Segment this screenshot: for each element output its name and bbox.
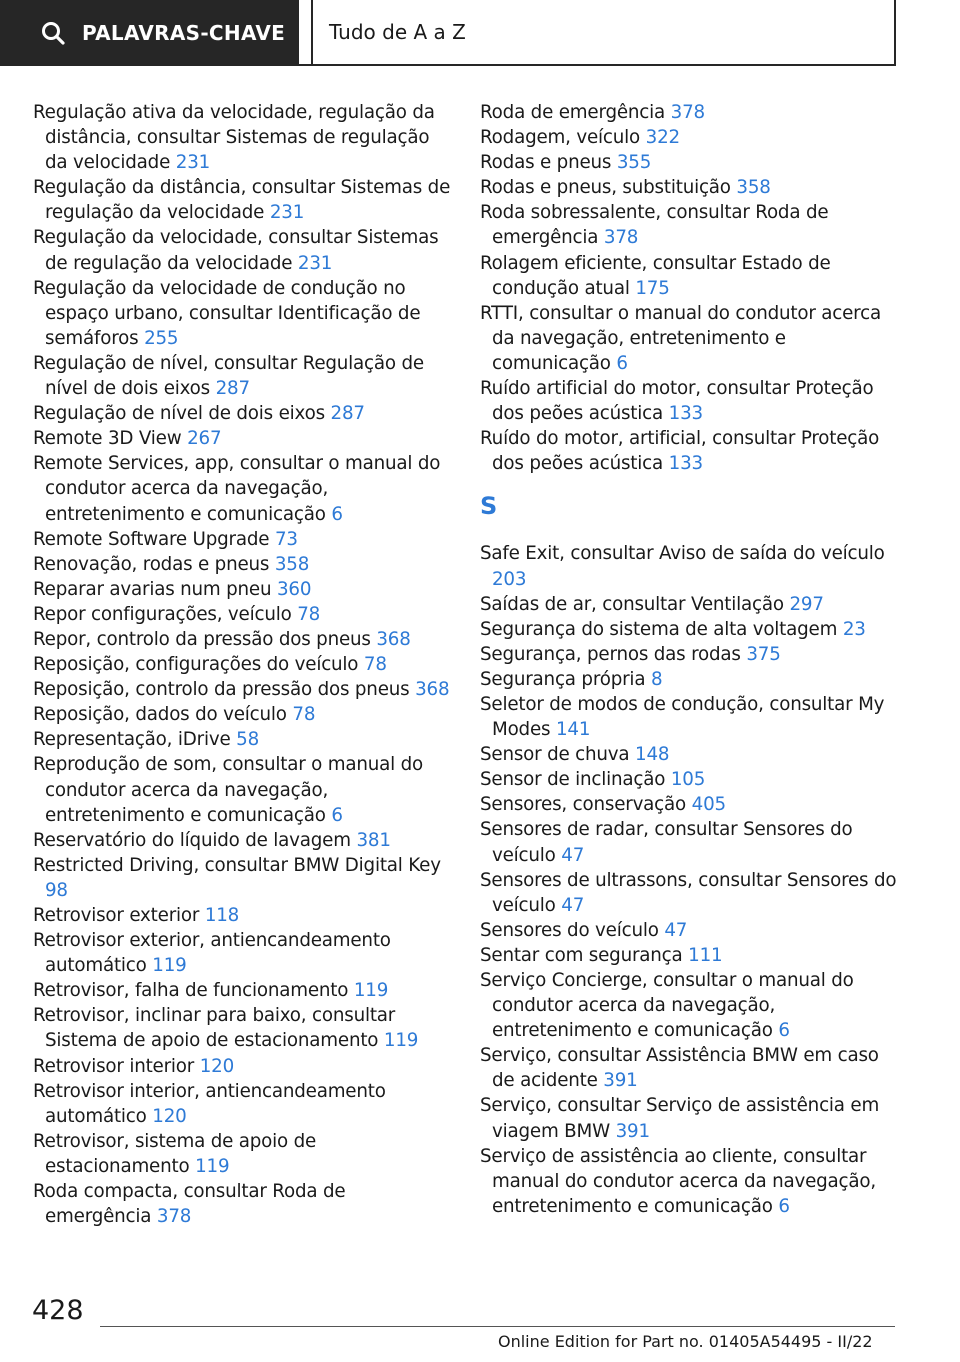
index-entry-text: Rolagem eficiente, consultar Estado de condução atual (480, 252, 831, 299)
index-entry-text: Sensor de chuva (480, 744, 630, 766)
index-entry-text: Retrovisor interior, antiencandeamento automático (33, 1080, 386, 1127)
index-entry (33, 1179, 451, 1229)
index-entry-text: Retrovisor, sistema de apoio de estacionamento (33, 1130, 317, 1177)
index-entry-text: Retrovisor exterior (33, 905, 200, 926)
index-entry-text: Sensor de inclinação (480, 769, 666, 791)
index-entry-text: Segurança, pernos das rodas (480, 643, 741, 665)
page-reference-link[interactable]: 111 (688, 944, 723, 966)
index-entry-text: Retrovisor interior (33, 1055, 195, 1077)
page-reference-link[interactable]: 358 (274, 553, 310, 575)
index-entry (480, 541, 900, 591)
page-reference-link[interactable]: 23 (842, 618, 866, 640)
page-reference-link[interactable]: 391 (603, 1070, 638, 1092)
page-reference-link[interactable]: 98 (45, 879, 68, 901)
index-entry-text: Sensores, conservação (480, 794, 687, 816)
a-to-z-tab-label: Tudo de A a Z (329, 20, 466, 44)
page-reference-link[interactable]: 78 (292, 704, 316, 726)
index-entry (33, 175, 451, 225)
page-reference-link[interactable]: 6 (778, 1195, 790, 1217)
page-reference-link[interactable]: 322 (645, 127, 680, 149)
index-entry-text: Reposição, dados do veículo (33, 704, 287, 726)
index-column-left (33, 100, 451, 1229)
index-entry-text: Remote 3D View (33, 428, 182, 450)
page-reference-link[interactable]: 255 (144, 327, 179, 349)
page-reference-link[interactable]: 47 (561, 894, 585, 916)
a-to-z-tab[interactable] (311, 0, 896, 66)
page-reference-link[interactable]: 378 (603, 227, 639, 249)
index-entry (480, 150, 900, 175)
page-reference-link[interactable]: 47 (664, 919, 688, 941)
index-entry-text: Safe Exit, consultar Aviso de saída do veículo (480, 543, 885, 565)
index-entry-text: Regulação de nível de dois eixos (33, 403, 325, 425)
index-entry-text: Ruído artificial do motor, consultar Proteção dos peões acústica (480, 378, 874, 425)
index-entry (480, 175, 900, 200)
index-entry-text: Restricted Driving, consultar BMW Digital Key (33, 854, 441, 876)
index-entry-text: Serviço Concierge, consultar o manual do condutor acerca da navegação, entretenimento e comunicação (480, 970, 854, 1042)
index-entry (33, 627, 451, 652)
index-entry (33, 1003, 451, 1053)
index-entry (480, 1093, 900, 1143)
page-reference-link[interactable]: 73 (274, 528, 298, 550)
index-entry-text: Rodas e pneus, substituição (480, 177, 731, 199)
page-reference-link[interactable]: 368 (376, 628, 411, 650)
index-entry-text: Remote Software Upgrade (33, 528, 270, 550)
page-reference-link[interactable]: 360 (276, 578, 312, 600)
index-group-s (480, 541, 900, 1219)
page-reference-link[interactable]: 231 (297, 252, 333, 274)
index-entry (480, 426, 900, 476)
index-entry (33, 552, 451, 577)
index-entry (480, 968, 900, 1043)
index-entry (33, 1079, 451, 1129)
index-entry-text: Seletor de modos de condução, consultar My Modes (480, 693, 885, 741)
index-entry-text: Retrovisor exterior, antiencandeamento automático (33, 930, 391, 977)
header-bar (0, 0, 960, 66)
index-entry-text: Representação, iDrive (33, 729, 231, 751)
page-reference-link[interactable]: 381 (356, 829, 391, 851)
page-reference-link[interactable]: 119 (383, 1030, 419, 1052)
section-letter-s: S (480, 492, 498, 521)
page-reference-link[interactable]: 287 (330, 403, 365, 425)
index-entry-text: Rodagem, veículo (480, 127, 641, 149)
index-entry (480, 767, 900, 792)
index-entry-text: Regulação ativa da velocidade, regulação da distância, consultar Sistemas de regulação da velocidade (33, 102, 435, 174)
page-reference-link[interactable]: 119 (353, 980, 389, 1002)
page-reference-link[interactable]: 378 (156, 1206, 192, 1228)
index-entry (33, 702, 451, 727)
index-entry (480, 1043, 900, 1093)
page-reference-link[interactable]: 287 (215, 378, 250, 400)
footer-divider (100, 1326, 895, 1327)
index-entry (33, 1129, 451, 1179)
page-reference-link[interactable]: 368 (415, 679, 450, 701)
index-column-right (480, 100, 900, 1219)
index-entry (33, 853, 451, 903)
index-entry-text: Reposição, configurações do veículo (33, 654, 359, 676)
index-entry-text: Roda de emergência (480, 102, 666, 123)
page-reference-link[interactable]: 133 (668, 403, 703, 425)
page-reference-link[interactable]: 58 (236, 729, 260, 751)
index-entry (33, 752, 451, 827)
page-reference-link[interactable]: 231 (269, 202, 305, 224)
index-entry-text: Saídas de ar, consultar Ventilação (480, 593, 784, 615)
page-reference-link[interactable]: 267 (187, 428, 222, 450)
index-entry (33, 602, 451, 627)
index-entry (33, 577, 451, 602)
page-reference-link[interactable]: 375 (746, 643, 781, 665)
index-entry (480, 868, 900, 918)
page-reference-link[interactable]: 141 (555, 719, 591, 741)
index-entry (480, 617, 900, 642)
index-entry (33, 451, 451, 526)
index-entry-text: Regulação da velocidade de condução no espaço urbano, consultar Identificação de semáforos (33, 277, 421, 349)
index-entry-text: Renovação, rodas e pneus (33, 553, 270, 575)
index-entry (33, 677, 451, 702)
page-reference-link[interactable]: 148 (635, 744, 670, 766)
index-entry-text: Repor configurações, veículo (33, 603, 292, 625)
index-entry (480, 251, 900, 301)
page-reference-link[interactable]: 231 (175, 152, 211, 174)
index-entry (480, 592, 900, 617)
page-reference-link[interactable]: 8 (650, 668, 663, 690)
index-entry (33, 928, 451, 978)
page-reference-link[interactable]: 6 (778, 1020, 790, 1042)
index-entry (480, 792, 900, 817)
page-reference-link[interactable]: 78 (297, 603, 321, 625)
index-group-r (480, 100, 900, 476)
index-entry (480, 301, 900, 376)
index-entry-text: Serviço, consultar Assistência BMW em caso de acidente (480, 1045, 879, 1092)
index-entry (480, 200, 900, 250)
index-entry-text: Roda compacta, consultar Roda de emergência (33, 1181, 346, 1228)
index-entry-text: Regulação de nível, consultar Regulação de nível de dois eixos (33, 352, 424, 400)
index-entry (480, 642, 900, 667)
index-entry-text: Sensores de radar, consultar Sensores do veículo (480, 819, 853, 866)
index-entry (480, 918, 900, 943)
index-entry-text: Reparar avarias num pneu (33, 578, 272, 600)
index-entry-text: Ruído do motor, artificial, consultar Proteção dos peões acústica (480, 428, 880, 475)
index-entry (480, 1144, 900, 1219)
page-reference-link[interactable]: 118 (204, 905, 240, 926)
page-reference-link[interactable]: 78 (363, 654, 387, 676)
index-entry (33, 351, 451, 401)
edition-text: Online Edition for Part no. 01405A54495 - II/22 (498, 1332, 873, 1351)
index-entry (33, 828, 451, 853)
page-reference-link[interactable]: 47 (561, 844, 585, 866)
index-entry (480, 667, 900, 692)
index-entry-text: Segurança própria (480, 668, 646, 690)
page-reference-link[interactable]: 120 (199, 1055, 235, 1077)
keywords-tab-label: PALAVRAS-CHAVE (82, 21, 286, 45)
index-entry-text: Reservatório do líquido de lavagem (33, 829, 351, 851)
page-reference-link[interactable]: 133 (668, 453, 703, 475)
index-entry-text: Reprodução de som, consultar o manual do condutor acerca da navegação, entretenimento e comunicação (33, 754, 424, 826)
index-entry-text: Roda sobressalente, consultar Roda de emergência (480, 202, 829, 249)
page-reference-link[interactable]: 6 (331, 503, 343, 525)
index-entry-text: Serviço, consultar Serviço de assistência em viagem BMW (480, 1095, 880, 1142)
index-entry (33, 652, 451, 677)
index-entry (480, 125, 900, 150)
index-entry-text: RTTI, consultar o manual do condutor acerca da navegação, entretenimento e comunicação (480, 302, 881, 374)
index-entry (480, 692, 900, 742)
index-entry-text: Serviço de assistência ao cliente, consultar manual do condutor acerca da navegação, entretenimento e comunicação (480, 1145, 876, 1217)
index-entry (33, 426, 451, 451)
index-entry (480, 742, 900, 767)
page-reference-link[interactable]: 203 (492, 568, 527, 590)
keywords-tab[interactable] (0, 0, 299, 66)
index-entry-text: Repor, controlo da pressão dos pneus (33, 628, 371, 650)
page-reference-link[interactable]: 119 (195, 1155, 230, 1177)
index-entry (33, 401, 451, 426)
page-reference-link[interactable]: 6 (616, 352, 628, 374)
index-entry-text: Sensores de ultrassons, consultar Sensores do veículo (480, 869, 897, 916)
page-reference-link[interactable]: 297 (789, 593, 824, 615)
page-reference-link[interactable]: 358 (736, 177, 771, 199)
page-reference-link[interactable]: 175 (635, 277, 670, 299)
index-entry-text: Rodas e pneus (480, 152, 612, 174)
index-entry (480, 100, 900, 125)
index-entry (33, 727, 451, 752)
index-entry-text: Segurança do sistema de alta voltagem (480, 618, 838, 640)
index-entry-text: Reposição, controlo da pressão dos pneus (33, 679, 410, 701)
index-entry (33, 225, 451, 275)
index-entry-text: Regulação da distância, consultar Sistemas de regulação da velocidade (33, 177, 451, 224)
page-reference-link[interactable]: 119 (152, 955, 187, 977)
header-divider (0, 64, 311, 66)
index-entry-text: Sentar com segurança (480, 944, 683, 966)
index-entry-text: Sensores do veículo (480, 919, 659, 941)
index-entry (33, 100, 451, 175)
page-reference-link[interactable]: 378 (670, 102, 705, 123)
index-entry-text: Retrovisor, falha de funcionamento (33, 980, 349, 1002)
index-entry (33, 276, 451, 351)
index-entry-text: Regulação da velocidade, consultar Sistemas de regulação da velocidade (33, 227, 439, 274)
index-entry (33, 527, 451, 552)
page-reference-link[interactable]: 355 (616, 152, 652, 174)
index-entry (33, 903, 451, 928)
page-reference-link[interactable]: 391 (615, 1120, 650, 1142)
index-entry-text: Retrovisor, inclinar para baixo, consultar Sistema de apoio de estacionamento (33, 1005, 396, 1052)
index-entry-text: Remote Services, app, consultar o manual do condutor acerca da navegação, entretenimento e comunicação (33, 453, 441, 525)
page-reference-link[interactable]: 120 (152, 1105, 187, 1127)
index-entry (480, 376, 900, 426)
page-reference-link[interactable]: 6 (331, 804, 343, 826)
search-icon (40, 20, 66, 46)
page-reference-link[interactable]: 105 (670, 769, 706, 791)
index-entry (480, 817, 900, 867)
page-reference-link[interactable]: 405 (691, 794, 726, 816)
page-number: 428 (32, 1295, 84, 1326)
index-entry (33, 978, 451, 1003)
index-entry (33, 1054, 451, 1079)
index-entry (480, 943, 900, 968)
